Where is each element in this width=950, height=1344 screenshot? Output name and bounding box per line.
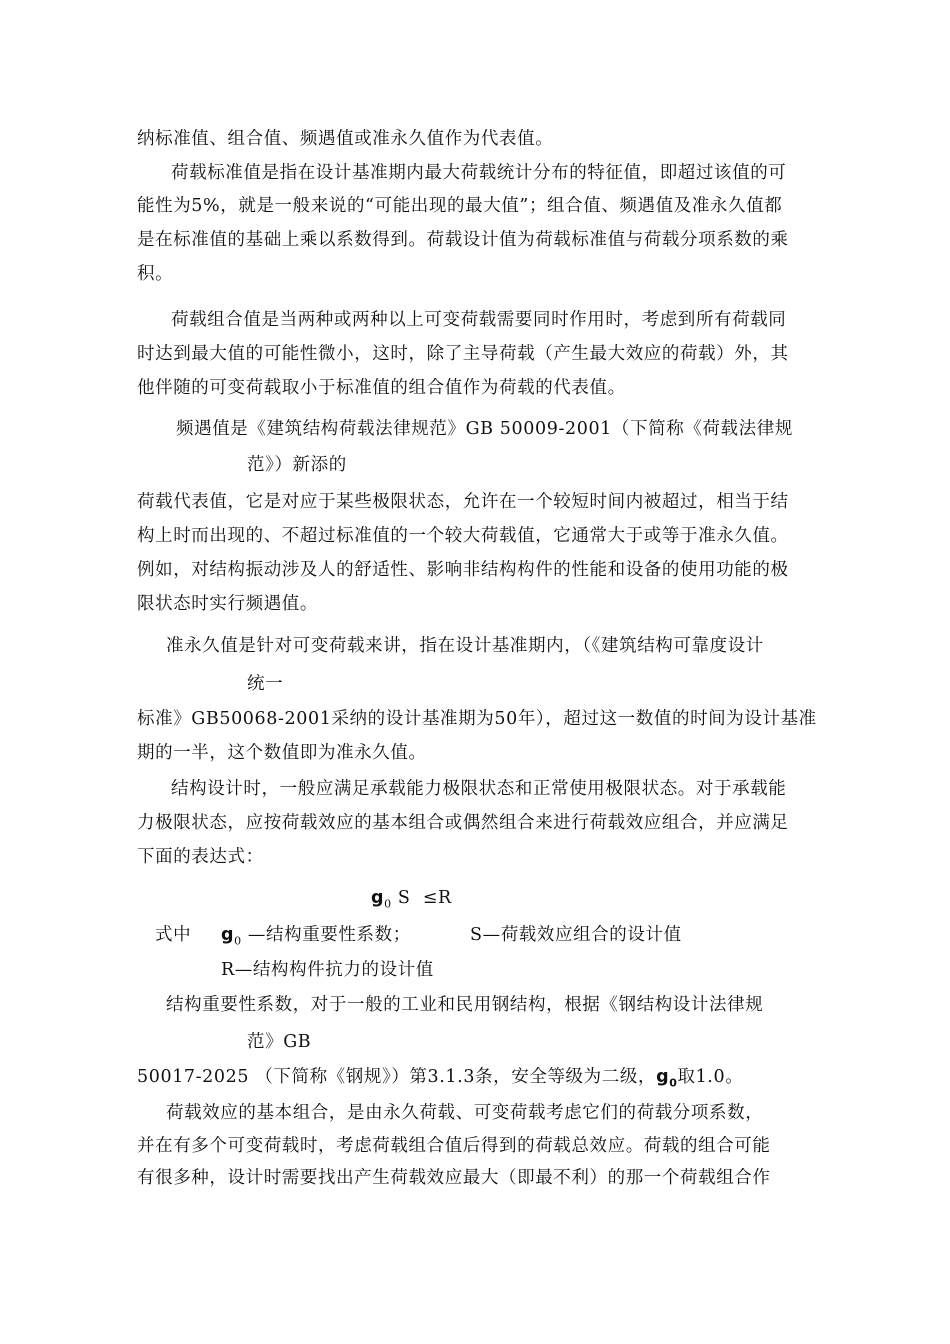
text-line: 构上时而出现的、不超过标准值的一个较大荷载值，它通常大于或等于准永久值。 [137,526,789,546]
text-line: 纳标准值、组合值、频遇值或准永久值作为代表值。 [137,129,554,149]
text-line [137,1065,743,1096]
text-line: 有很多种，设计时需要找出产生荷载效应最大（即最不利）的那一个荷载组合作 [137,1168,771,1188]
text-line: 例如，对结构振动涉及人的舒适性、影响非结构构件的性能和设备的使用功能的极 [137,560,789,580]
legend-s: S—荷载效应组合的设计值 [470,925,682,945]
gamma-bold-symbol: g [656,1067,670,1087]
gamma-subscript: 0 [384,897,392,911]
text-line: 统一 [247,674,284,694]
formula-r: R [437,888,452,908]
legend-r: R—结构构件抗力的设计值 [221,960,434,980]
formula-le: ≤ [422,888,438,908]
legend-g0 [221,923,411,954]
legend-g0-desc: —结构重要性系数； [247,925,411,945]
text-span: 50017-2025 （下简称《钢规》）第3.1.3条，安全等级为二级， [137,1067,657,1087]
text-line: 他伴随的可变荷载取小于标准值的组合值作为荷载的代表值。 [137,378,626,398]
text-line: 并在有多个可变荷载时，考虑荷载组合值后得到的荷载总效应。荷载的组合可能 [137,1136,771,1156]
text-line: 积。 [137,264,174,284]
text-span: 取1.0。 [677,1067,744,1087]
text-line: 荷载组合值是当两种或两种以上可变荷载需要同时作用时，考虑到所有荷载同 [171,310,787,330]
text-line: 下面的表达式： [137,847,264,867]
text-line: 能性为5%，就是一般来说的“可能出现的最大值”；组合值、频遇值及准永久值都 [137,196,783,216]
text-line: 结构设计时，一般应满足承载能力极限状态和正常使用极限状态。对于承载能 [171,779,787,799]
text-line: 范》GB [247,1032,312,1052]
text-line: 力极限状态，应按荷载效应的基本组合或偶然组合来进行荷载效应组合，并应满足 [137,813,789,833]
text-line: 范》）新添的 [247,455,347,475]
text-line: 荷载效应的基本组合，是由永久荷载、可变荷载考虑它们的荷载分项系数， [166,1103,764,1123]
text-line: 时达到最大值的可能性微小，这时，除了主导荷载（产生最大效应的荷载）外，其 [137,344,789,364]
text-line: 荷载标准值是指在设计基准期内最大荷载统计分布的特征值，即超过该值的可 [171,163,787,183]
formula-s: S [397,888,411,908]
text-line: 标准》GB50068-2001采纳的设计基准期为50年），超过这一数值的时间为设计基准 [137,709,817,729]
gamma-subscript: 0 [234,934,242,948]
gamma-symbol: g [371,888,385,908]
text-line: 限状态时实行频遇值。 [137,594,318,614]
formula [371,886,452,917]
gamma-symbol: g [221,925,235,945]
text-line: 结构重要性系数，对于一般的工业和民用钢结构，根据《钢结构设计法律规 [166,995,764,1015]
gamma-bold-subscript: 0 [669,1076,678,1090]
text-line: 频遇值是《建筑结构荷载法律规范》GB 50009-2001（下简称《荷载法律规 [176,419,793,439]
text-line: 准永久值是针对可变荷载来讲，指在设计基准期内，（《建筑结构可靠度设计 [166,636,764,656]
text-line: 是在标准值的基础上乘以系数得到。荷载设计值为荷载标准值与荷载分项系数的乘 [137,230,789,250]
legend-prefix: 式中 [155,925,192,945]
text-line: 荷载代表值，它是对应于某些极限状态，允许在一个较短时间内被超过，相当于结 [137,492,789,512]
text-line: 期的一半，这个数值即为准永久值。 [137,743,427,763]
